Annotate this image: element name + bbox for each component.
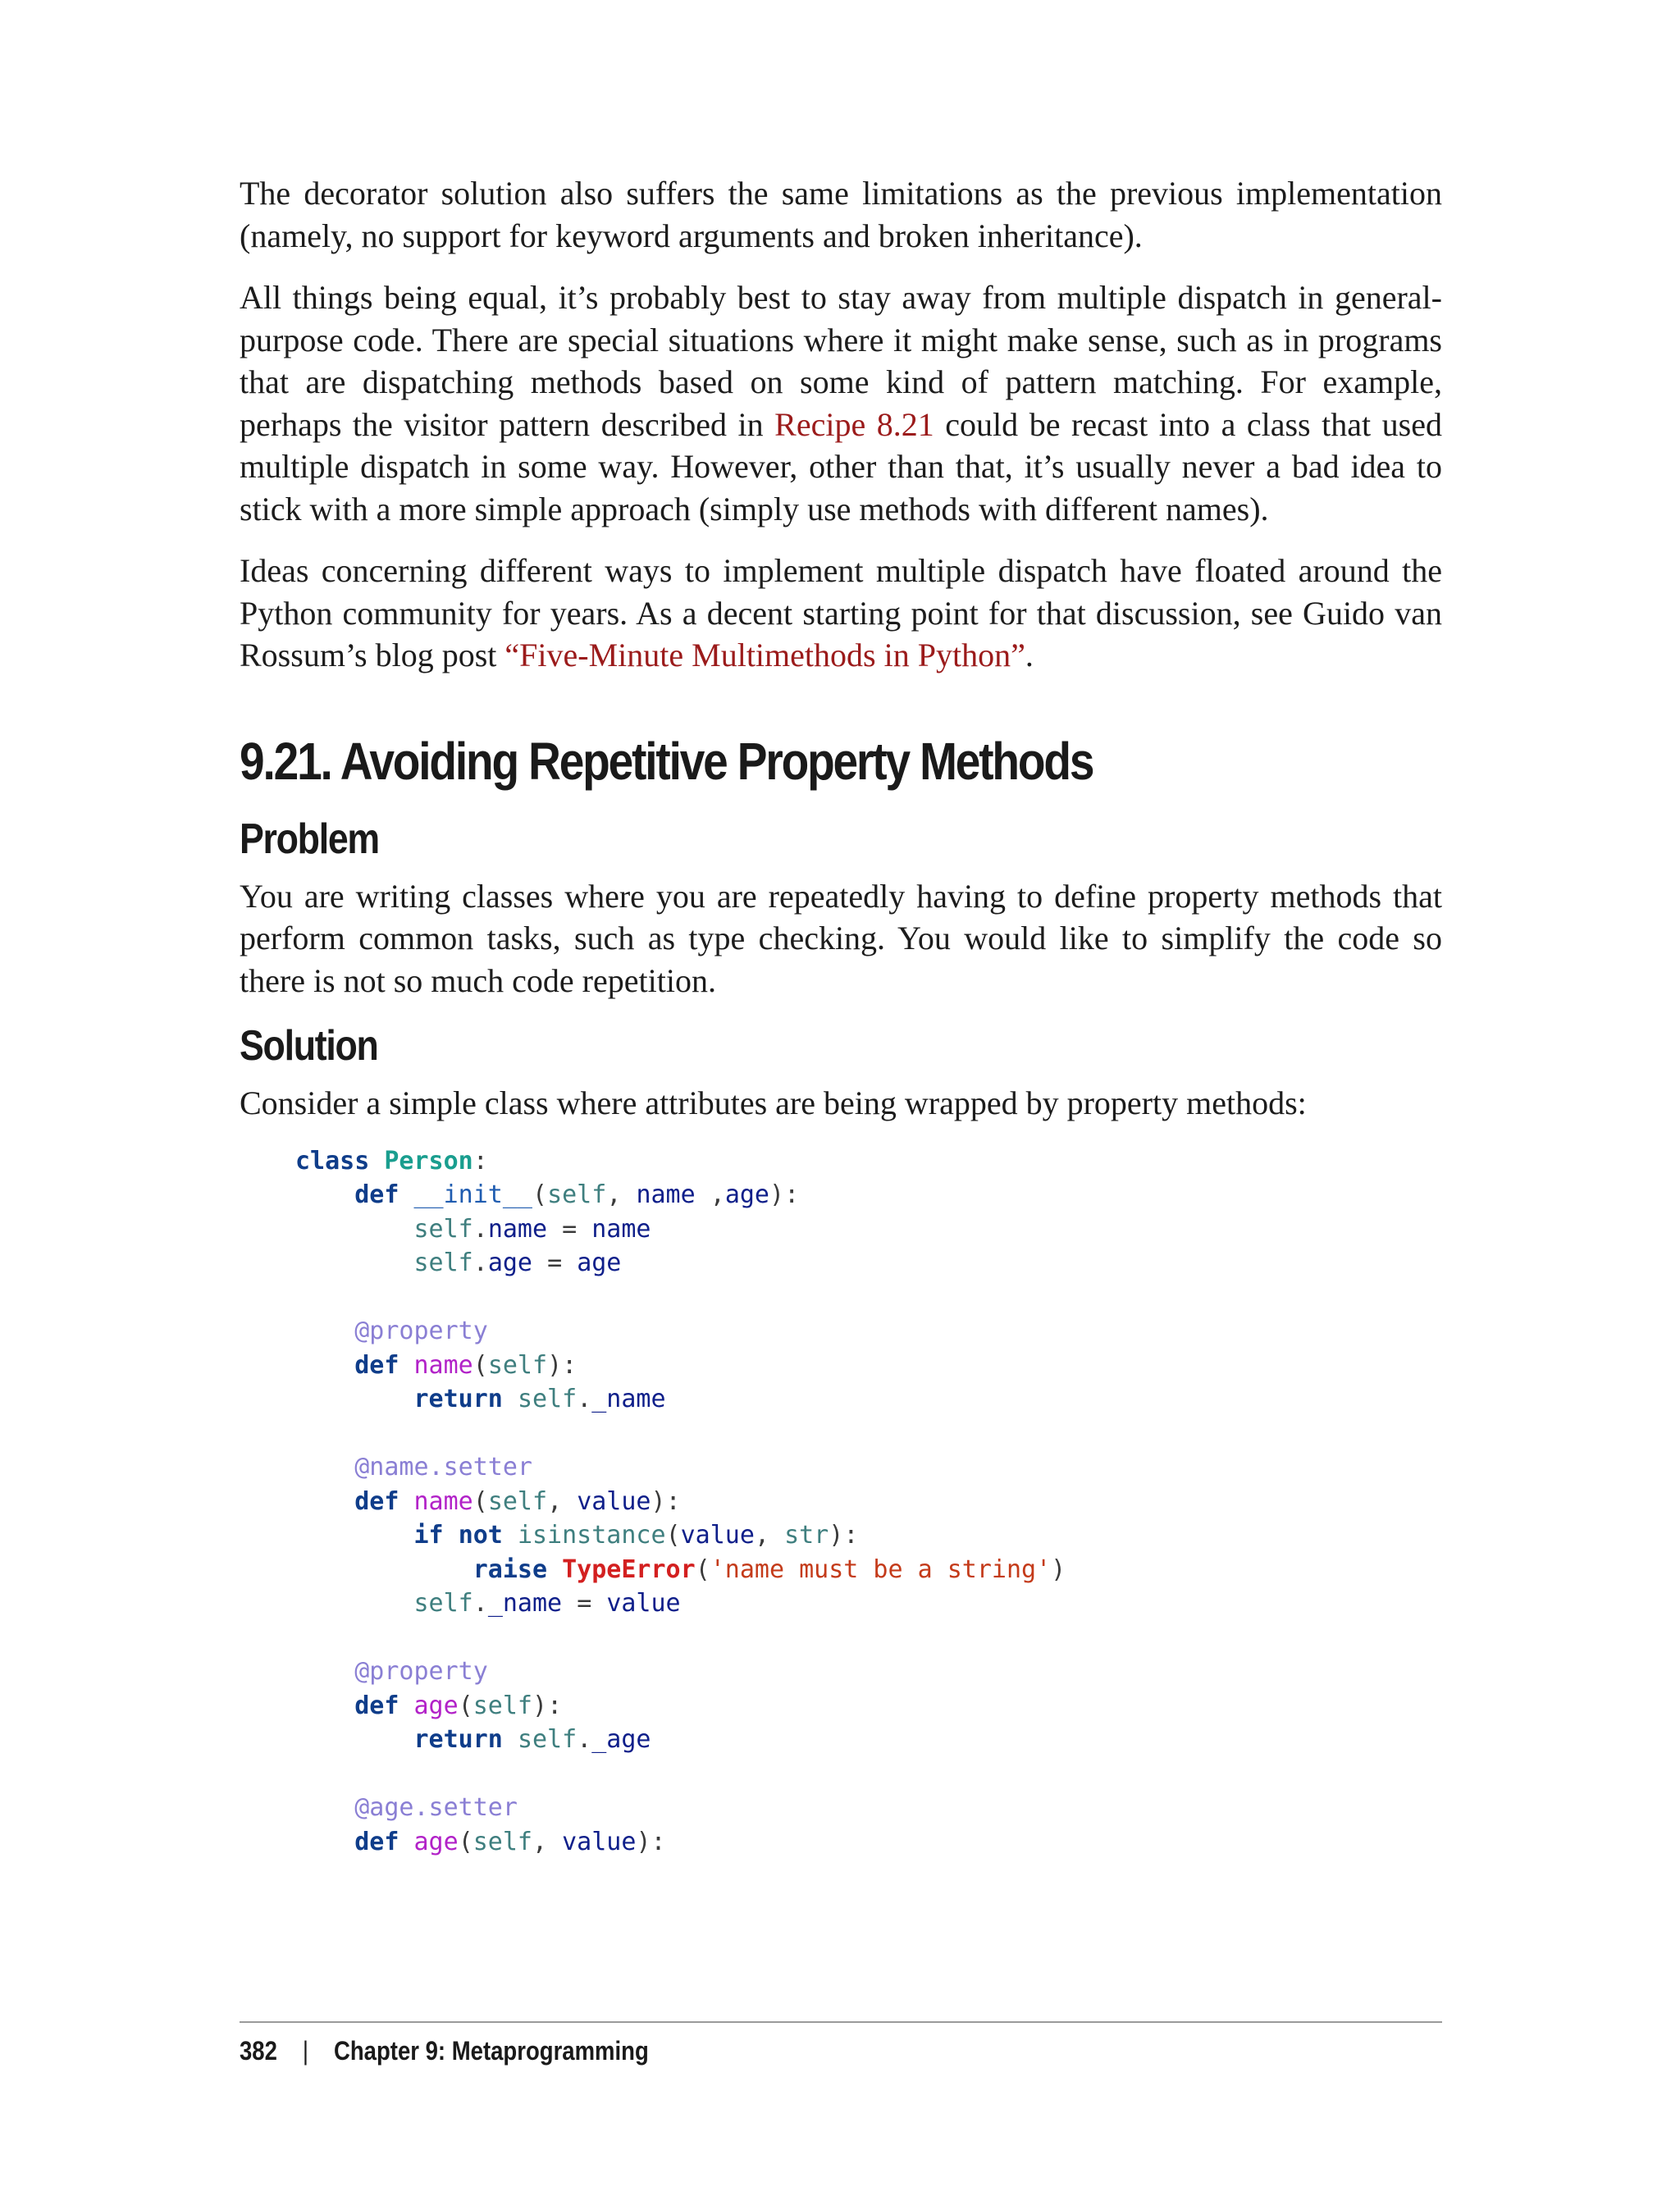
code-line: def name(self, value): <box>354 1486 681 1516</box>
page-footer <box>240 2036 649 2066</box>
recipe-link[interactable]: Recipe 8.21 <box>774 405 934 443</box>
footer-divider <box>240 2021 1442 2023</box>
solution-text: Consider a simple class where attributes are being wrapped by property methods: <box>240 1084 1307 1121</box>
paragraph-ideas <box>240 550 1442 677</box>
page-number: 382 <box>240 2036 277 2066</box>
code-line: @name.setter <box>354 1453 532 1481</box>
paragraph-text: All things being equal, it’s probably best to stay away from multiple dispatch in general-purpose code. There are special situations where it might make sense, such as in programs that are dispatching methods based on some kind of pattern matching. For example, perhaps the visitor pattern described in <box>240 279 1442 443</box>
paragraph-text: . <box>1025 637 1034 673</box>
code-line: class Person: <box>295 1146 488 1176</box>
code-line: @property <box>354 1317 488 1345</box>
code-block <box>295 1144 1442 1860</box>
code-line: def name(self): <box>354 1350 578 1380</box>
paragraph-limitations: The decorator solution also suffers the same limitations as the previous implementation (namely, no support for keyword arguments and broken inheritance). <box>240 175 1442 254</box>
blog-post-link[interactable]: “Five-Minute Multimethods in Python” <box>504 637 1025 673</box>
footer-separator: | <box>302 2036 309 2066</box>
code-line: return self._name <box>413 1385 666 1413</box>
code-line: self.age = age <box>413 1249 622 1277</box>
code-line: def __init__(self, name ,age): <box>354 1180 800 1209</box>
section-title: 9.21. Avoiding Repetitive Property Methods <box>240 731 1093 791</box>
problem-text: You are writing classes where you are repeatedly having to define property methods that perform common tasks, such as type checking. You would like to simplify the code so there is not so much code repetition. <box>240 877 1442 999</box>
code-line: @property <box>354 1657 488 1686</box>
page-content <box>240 172 1442 1859</box>
paragraph-text: could be recast into a class that used multiple dispatch in some way. However, other than that, it’s usually never a bad idea to stick with a more simple approach (simply use methods with different names). <box>240 405 1443 527</box>
code-line: def age(self, value): <box>354 1827 666 1856</box>
code-line: self._name = value <box>413 1589 681 1618</box>
solution-heading: Solution <box>240 1022 378 1070</box>
paragraph-text: Ideas concerning different ways to implement multiple dispatch have floated around the Python community for years. As a decent starting point for that discussion, see Guido van Rossum’s blog post <box>240 552 1442 673</box>
code-line: raise TypeError('name must be a string') <box>472 1554 1066 1584</box>
code-line: def age(self): <box>354 1691 563 1720</box>
code-line: @age.setter <box>354 1793 518 1822</box>
problem-heading: Problem <box>240 815 379 863</box>
chapter-title: Chapter 9: Metaprogramming <box>333 2036 649 2066</box>
code-line: if not isinstance(value, str): <box>413 1521 859 1550</box>
code-line: self.name = name <box>413 1214 651 1244</box>
code-line: return self._age <box>413 1725 651 1754</box>
paragraph-multiple-dispatch <box>240 276 1442 530</box>
